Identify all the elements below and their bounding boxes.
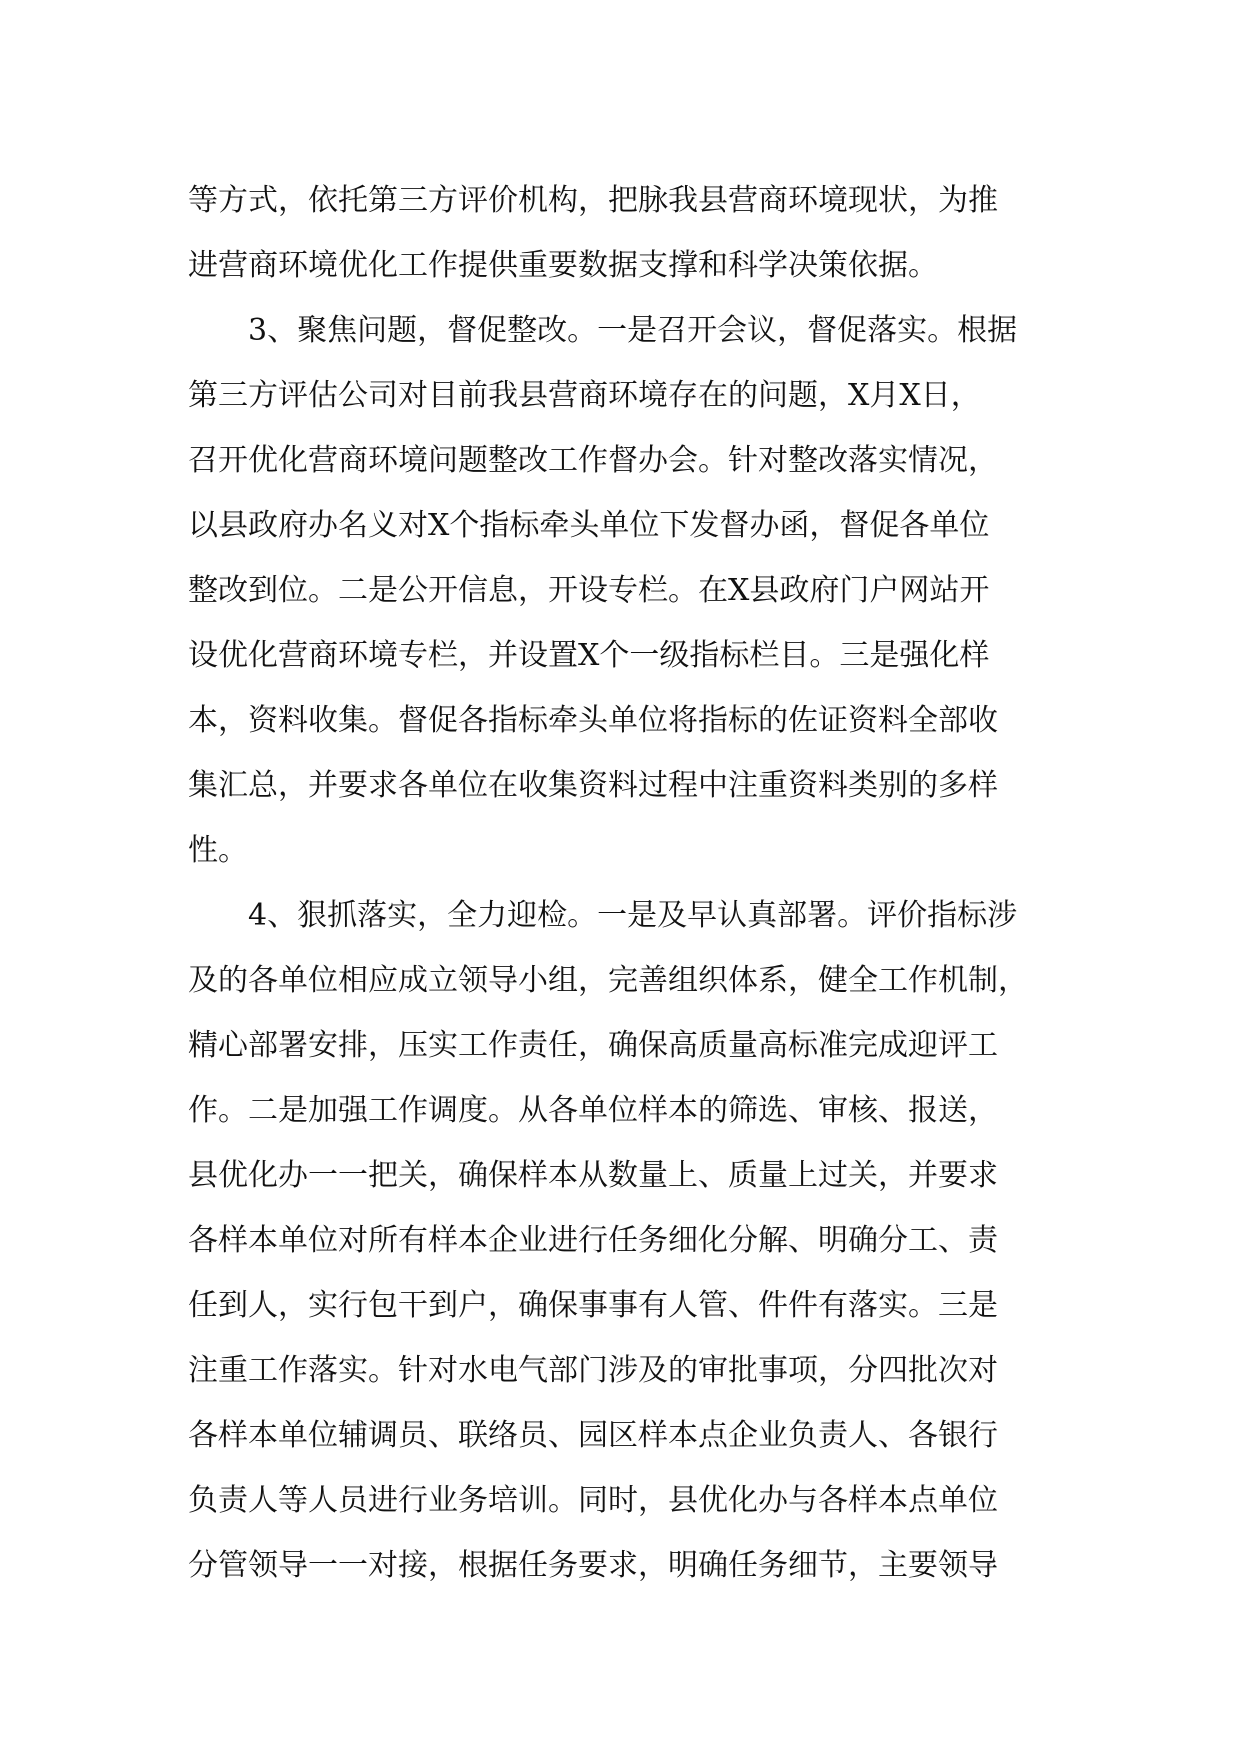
text-line: 各样本单位对所有样本企业进行任务细化分解、明确分工、责	[188, 1223, 998, 1258]
paragraph-start-line: 4、狠抓落实，全力迎检。一是及早认真部署。评价指标涉	[248, 898, 1018, 933]
text-line: 本，资料收集。督促各指标牵头单位将指标的佐证资料全部收	[188, 703, 998, 738]
text-line: 负责人等人员进行业务培训。同时，县优化办与各样本点单位	[188, 1483, 998, 1518]
text-line: 精心部署安排，压实工作责任，确保高质量高标准完成迎评工	[188, 1028, 998, 1063]
text-line: 各样本单位辅调员、联络员、园区样本点企业负责人、各银行	[188, 1418, 998, 1453]
text-line: 及的各单位相应成立领导小组，完善组织体系，健全工作机制，	[188, 963, 1028, 998]
text-line: 等方式，依托第三方评价机构，把脉我县营商环境现状，为推	[188, 183, 998, 218]
text-line: 集汇总，并要求各单位在收集资料过程中注重资料类别的多样	[188, 768, 998, 803]
text-line: 进营商环境优化工作提供重要数据支撑和科学决策依据。	[188, 248, 938, 283]
text-line: 整改到位。二是公开信息，开设专栏。在X县政府门户网站开	[188, 573, 990, 608]
document-body	[188, 168, 1088, 1598]
text-line: 性。	[188, 833, 248, 868]
text-line: 第三方评估公司对目前我县营商环境存在的问题，X月X日，	[188, 378, 981, 413]
text-line: 设优化营商环境专栏，并设置X个一级指标栏目。三是强化样	[188, 638, 990, 673]
text-line: 分管领导一一对接，根据任务要求，明确任务细节，主要领导	[188, 1548, 998, 1583]
text-line: 任到人，实行包干到户，确保事事有人管、件件有落实。三是	[188, 1288, 998, 1323]
text-line: 以县政府办名义对X个指标牵头单位下发督办函，督促各单位	[188, 508, 990, 543]
text-line: 召开优化营商环境问题整改工作督办会。针对整改落实情况，	[188, 443, 998, 478]
paragraph-start-line: 3、聚焦问题，督促整改。一是召开会议，督促落实。根据	[248, 313, 1018, 348]
text-line: 注重工作落实。针对水电气部门涉及的审批事项，分四批次对	[188, 1353, 998, 1388]
text-line: 作。二是加强工作调度。从各单位样本的筛选、审核、报送，	[188, 1093, 998, 1128]
text-line: 县优化办一一把关，确保样本从数量上、质量上过关，并要求	[188, 1158, 998, 1193]
